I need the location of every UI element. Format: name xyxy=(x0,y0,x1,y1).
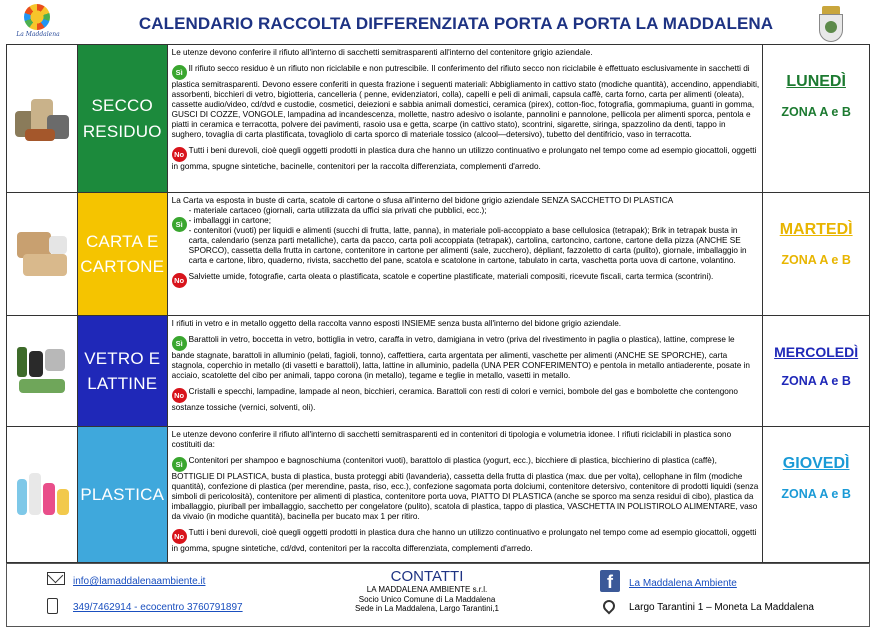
allowed-items-text: Contenitori per shampoo e bagnoschiuma (contenitori vuoti), barattolo di plastica (yogurt, ecc.), bicchiere di plastica, bicchierino di plastica (caffè), BOTTIGLIE DI PLASTICA, busta di plastica, busta proteggi abiti (lavanderia), cassetta della frutta di plastica (max. due per volta), cellophane in film (modiche quantità), confezione di plastica (per merendine, pasta, riso, ecc.), confezione sagomata porta dolciumi, contenitore detersivo, contenitore di prodotti liquidi (senza simboli di pericolosità), contenitore per alimenti di plastica, contenitore porta uova, PIATTO DI PLASTICA (anche se sporco ma senza residui di cibo), plastica da imballaggio, piuriball per imballaggio, sacchetto per congelatore (pulito), scatola di plastica, tappo di plastica, VASCHETTA IN POLISTIROLO ALIMENTARE, vaso da vivaio (in modiche quantità), bacinella per bucato max 1 per ritiro. xyxy=(171,456,759,521)
no-badge-icon: No xyxy=(172,273,187,288)
contacts-block xyxy=(327,568,527,614)
category-name-line1: PLASTICA xyxy=(80,484,165,504)
yes-badge-icon: Sì xyxy=(172,336,187,351)
category-name-line1: SECCO xyxy=(91,96,153,115)
forbidden-items-text: Tutti i beni durevoli, cioè quegli oggetti prodotti in plastica dura che hanno un utilizzo continuativo e prolungato nel tempo come ad esempio giocattoli, oggetti in gomma, spugne sintetiche, bacinelle, contenitori per la raccolta differenziata, complementi d'arredo. xyxy=(171,146,757,171)
yes-badge-icon: Sì xyxy=(172,217,187,232)
carta-description xyxy=(167,193,763,315)
plastica-category-label xyxy=(77,427,167,562)
address-text: Largo Tarantini 1 – Moneta La Maddalena xyxy=(629,602,814,613)
collection-zone: ZONA A e B xyxy=(781,487,851,501)
company-owner: Socio Unico Comune di La Maddalena xyxy=(358,594,496,604)
email-link[interactable]: info@lamaddalenaambiente.it xyxy=(73,576,206,587)
carta-category-label xyxy=(77,193,167,315)
location-pin-icon xyxy=(601,598,618,615)
category-name-line1: VETRO E xyxy=(84,348,161,368)
facebook-link[interactable]: La Maddalena Ambiente xyxy=(629,578,737,589)
secco-description xyxy=(167,45,763,192)
yes-badge-icon: Sì xyxy=(172,65,187,80)
allowed-items-text: Il rifiuto secco residuo è un rifiuto non riciclabile e non putrescibile. Il conferimento del rifiuto secco non riciclabile è effettuato esclusivamente in sacchetti di plastica semitrasparenti. Devono essere conferiti in questa frazione i seguenti materiali: Abbigliamento in cattivo stato (modiche quantità), accendino, appendiabiti, assorbenti, bicchieri di vetro, bigiotteria, cancelleria ( penne, evidenziatori, colla), capelli e peli di animali, capsula caffè, carta forno, carta per alimenti (oleata), cassette audio/video, cd/dvd e custodie, cosmetici, deiezioni e sabbia animali domestici, ceramica (pirex), cotton-fioc, fotografia, gommapiuma, guanti in gomma, GUSCI DI COZZE, VONGOLE, lampadina ad incandescenza, mollette, nastro adesivo o isolante, pannolini e pannolone, pellicola per alimenti sporca, pentola e piatti in ceramica e terracotta, polvere dei pavimenti, rasoio usa e getta, scarpe (in cattivo stato), scontrini, sigarette, siringa, spazzolino da denti, tappo in sughero, tovaglia di carta plastificata, tovagliolo di carta sporco di materiale tossico (alcool—detersivo), tubetto del dentifricio, vaso in terracotta. xyxy=(171,64,760,139)
collection-day: LUNEDÌ xyxy=(786,73,846,90)
vetro-schedule xyxy=(762,316,869,426)
allowed-items-text: Barattoli in vetro, boccetta in vetro, bottiglia in vetro, caraffa in vetro, damigiana in vetro (priva del rivestimento in paglia o plastica), lattine, comprese le bande stagnate, barattoli in alluminio (pelati, fagioli, tonno), caffettiera, carta argentata per alimenti, vaschette per alimenti (ANCHE SE SPORCHE), carta stagnola, coperchio in metallo (di vasetti e barattoli), latta, lattine in alluminio, padella (UNA PER CONFERIMENTO) e pentola in metallo antiaderente, posate in acciaio, scatolette del cibo per animali, tappo corona (in metallo), tegame e teglie in metallo, vasetti in metallo. xyxy=(171,335,750,380)
plastica-illustration xyxy=(7,427,77,562)
page-title: CALENDARIO RACCOLTA DIFFERENZIATA PORTA A PORTA LA MADDALENA xyxy=(138,14,774,33)
sun-logo-icon xyxy=(24,4,50,30)
yes-badge-icon: Sì xyxy=(172,457,187,472)
plastica-description xyxy=(167,427,763,562)
collection-day: GIOVEDÌ xyxy=(782,455,850,472)
intro-text: I rifiuti in vetro e in metallo oggetto della raccolta vanno esposti INSIEME senza busta all'interno del bidone grigio aziendale. xyxy=(171,319,622,328)
vetro-category-label xyxy=(77,316,167,426)
collection-calendar-table xyxy=(6,44,870,563)
no-badge-icon: No xyxy=(172,388,187,403)
company-logo xyxy=(14,4,62,44)
allowed-item: - contenitori (vuoti) per liquidi e alimenti (succhi di frutta, latte, panna), in materiale poli-accoppiato a base cellulosica (tetrapak); Brik in tetrapak busta in carta, calendario (senza parti metalliche), carta da pacco, carta poli accoppiata (tetrapak), cartolina, cartoncino, cartone, cartone della pizza (ANCHE SE SPORCO), cassetta della frutta in cartone, contenitore in cartone per alimenti (sale, zucchero), dépliant, fazzoletto di carta (pulito), giornale, imballaggio in carta e cartone, libro, quaderno, rivista, sacchetto del pane, scatola e scatolone in cartone, tabulato in carta, vaschetta porta uova di cartone, volantino. xyxy=(188,226,747,265)
no-badge-icon: No xyxy=(172,529,187,544)
forbidden-items-text: Salviette umide, fotografie, carta oleata o plastificata, scatole e copertine plastificate, materiali compositi, ricevute fiscali, carta termica (scontrini). xyxy=(188,272,714,281)
category-name-line2: LATTINE xyxy=(87,374,158,393)
forbidden-items-text: Tutti i beni durevoli, cioè quegli oggetti prodotti in plastica dura che hanno un utilizzo continuativo e prolungato nel tempo come ad esempio giocattoli, oggetti in gomma, spugne sintetiche, cd/dvd, contenitori per la raccolta differenziata, complementi d'arredo. xyxy=(171,528,757,553)
forbidden-items-text: Cristalli e specchi, lampadine, lampade al neon, bicchieri, ceramica. Barattoli con resti di colori e vernici, bombole del gas e bombolette che contengono sostanze tossiche (vernici, solventi, oli). xyxy=(171,387,738,412)
row-carta-cartone xyxy=(7,192,869,315)
category-name-line2: RESIDUO xyxy=(82,121,162,141)
email-icon xyxy=(47,572,65,585)
company-seat: Sede in La Maddalena, Largo Tarantini,1 xyxy=(355,604,499,614)
row-plastica xyxy=(7,426,869,562)
collection-day: MARTEDÌ xyxy=(779,221,853,238)
plastica-schedule xyxy=(762,427,869,562)
logo-text: La Maddalena xyxy=(16,31,60,38)
phone-icon xyxy=(47,598,58,614)
allowed-item: - imballaggi in cartone; xyxy=(188,216,272,225)
allowed-item: - materiale cartaceo (giornali, carta utilizzata da uffici sia privati che pubblici, ecc.); xyxy=(188,206,487,215)
category-name-line1: CARTA E xyxy=(85,231,159,251)
intro-text: Le utenze devono conferire il rifiuto all'interno di sacchetti semitrasparenti ed in contenitori di tipologia e volumetria idonee. I rifiuti riciclabili in plastica sono costituiti da: xyxy=(171,430,732,449)
category-name-line2: CARTONE xyxy=(80,257,165,276)
collection-zone: ZONA A e B xyxy=(781,253,851,267)
facebook-icon[interactable]: f xyxy=(600,570,620,592)
contacts-footer xyxy=(6,563,870,627)
vetro-illustration xyxy=(7,316,77,426)
collection-day: MERCOLEDÌ xyxy=(774,344,859,360)
contacts-title: CONTATTI xyxy=(390,568,464,585)
no-badge-icon: No xyxy=(172,147,187,162)
carta-illustration xyxy=(7,193,77,315)
vetro-description xyxy=(167,316,763,426)
intro-text: La Carta va esposta in buste di carta, scatole di cartone o sfusa all'interno del bidone grigio aziendale SENZA SACCHETTO DI PLASTICA xyxy=(171,196,674,205)
phone-link[interactable]: 349/7462914 - ecocentro 3760791897 xyxy=(73,602,243,613)
row-vetro-lattine xyxy=(7,315,869,426)
header xyxy=(6,4,872,44)
municipal-crest-icon xyxy=(816,6,846,44)
company-name: LA MADDALENA AMBIENTE s.r.l. xyxy=(366,585,488,594)
intro-text: Le utenze devono conferire il rifiuto all'interno di sacchetti semitrasparenti all'interno del contenitore grigio aziendale. xyxy=(171,48,593,57)
row-secco-residuo xyxy=(7,45,869,192)
carta-schedule xyxy=(762,193,869,315)
secco-illustration xyxy=(7,45,77,192)
secco-schedule xyxy=(762,45,869,192)
secco-category-label xyxy=(77,45,167,192)
collection-zone: ZONA A e B xyxy=(781,374,851,388)
collection-zone: ZONA A e B xyxy=(781,105,851,119)
